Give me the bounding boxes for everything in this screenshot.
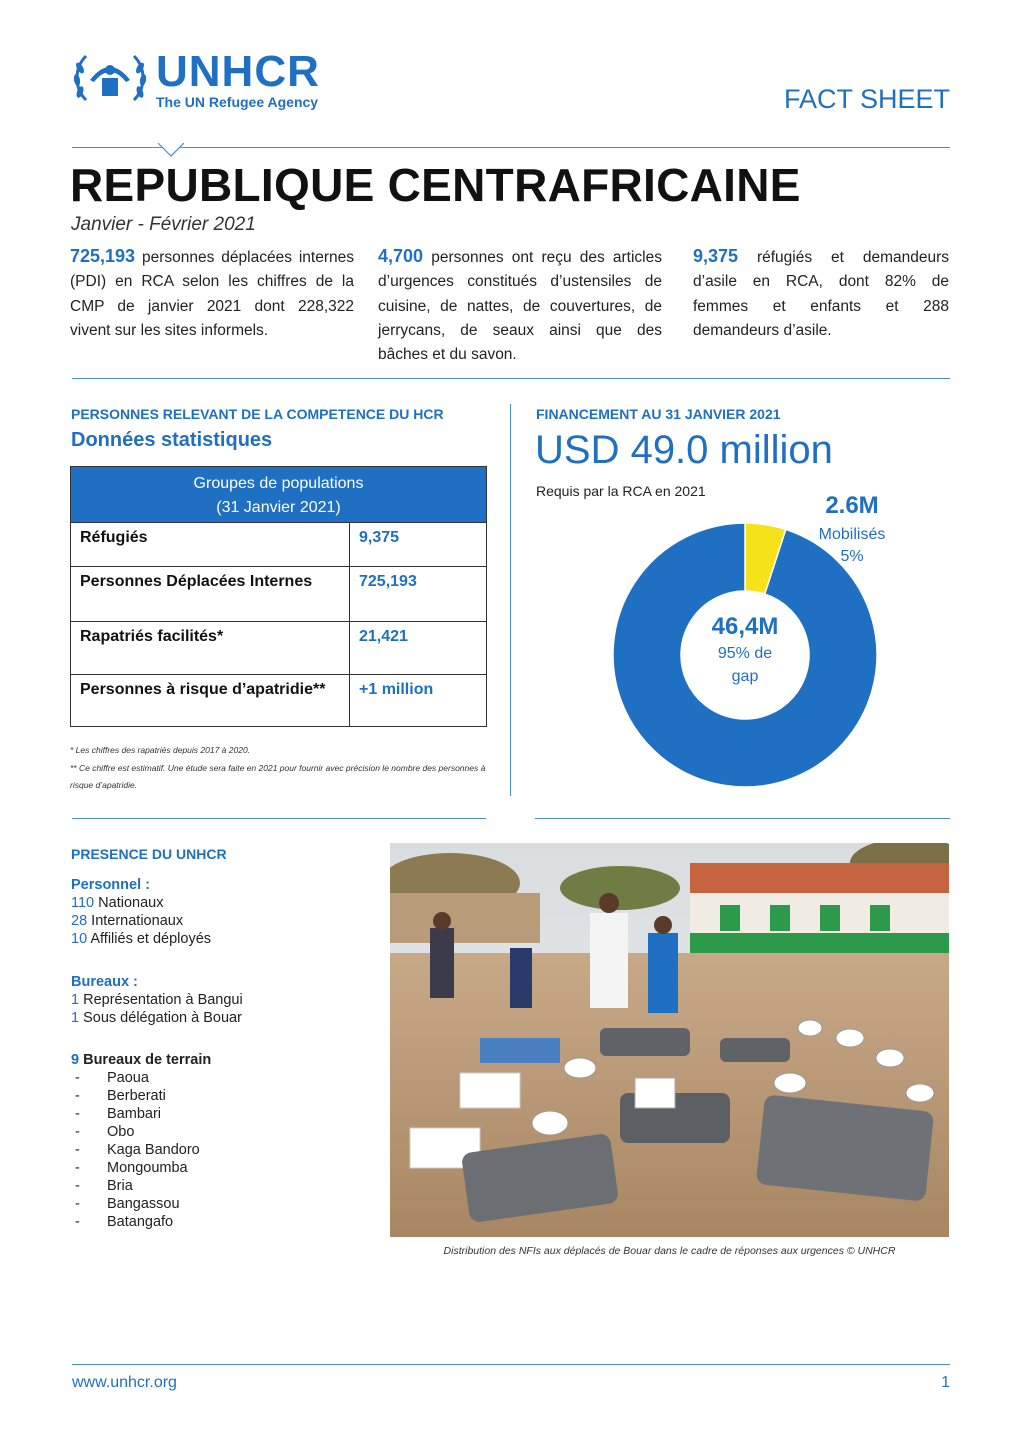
list-item: - Bambari bbox=[71, 1105, 371, 1123]
table-header bbox=[71, 467, 487, 523]
table-header-date: (31 Janvier 2021) bbox=[216, 499, 341, 516]
list-item: 1 Représentation à Bangui bbox=[71, 992, 243, 1008]
list-item: 10 Affiliés et déployés bbox=[71, 931, 212, 947]
field-offices-label: 9 Bureaux de terrain bbox=[71, 1052, 212, 1068]
funding-heading: FINANCEMENT AU 31 JANVIER 2021 bbox=[536, 406, 781, 422]
list-item: - Bria bbox=[71, 1177, 371, 1195]
row-value: 21,421 bbox=[350, 622, 487, 675]
intro-text: personnes déplacées internes (PDI) en RCA selon les chiffres de la CMP de janvier 2021 dont 228,322 vivent sur les sites informels. bbox=[70, 249, 354, 339]
photo-caption: Distribution des NFIs aux déplacés de Bouar dans le cadre de réponses aux urgences © UNHCR bbox=[443, 1245, 896, 1257]
distribution-photo bbox=[390, 843, 949, 1237]
list-item: - Kaga Bandoro bbox=[71, 1141, 371, 1159]
footer-divider bbox=[72, 1364, 950, 1365]
offices-label: Bureaux : bbox=[71, 974, 138, 990]
page-number: 1 bbox=[941, 1374, 950, 1391]
gap-value: 46,4M bbox=[711, 613, 779, 640]
intro-column-nfi bbox=[378, 244, 662, 367]
gap-label: gap bbox=[731, 668, 759, 685]
list-item: 28 Internationaux bbox=[71, 913, 184, 929]
list-item: 110 Nationaux bbox=[71, 895, 164, 911]
intro-text: réfugiés et demandeurs d’asile en RCA, dont 82% de femmes et enfants et 288 demandeurs d’asile. bbox=[693, 249, 949, 339]
footnote-repatriates: * Les chiffres des rapatriés depuis 2017 à 2020. bbox=[70, 745, 251, 755]
list-item: - Berberati bbox=[71, 1087, 371, 1105]
table-row bbox=[71, 622, 487, 675]
row-label: Personnes à risque d’apatridie** bbox=[71, 675, 350, 727]
intro-divider bbox=[72, 378, 950, 379]
table-row bbox=[71, 567, 487, 622]
unhcr-logo bbox=[72, 48, 342, 112]
funding-required-note: Requis par la RCA en 2021 bbox=[536, 483, 706, 499]
table-row bbox=[71, 523, 487, 567]
page-title: REPUBLIQUE CENTRAFRICAINE bbox=[70, 159, 801, 211]
intro-number: 4,700 bbox=[378, 246, 424, 266]
list-item: - Paoua bbox=[71, 1069, 371, 1087]
table-footnotes bbox=[70, 742, 488, 795]
footnote-statelessness: ** Ce chiffre est estimatif. Une étude sera faite en 2021 pour fournir avec précision le nombre des personnes à risque d’apatridie. bbox=[70, 762, 486, 790]
logo-tagline: The UN Refugee Agency bbox=[156, 94, 319, 110]
row-label: Personnes Déplacées Internes bbox=[71, 567, 350, 622]
chevron-down-icon bbox=[158, 143, 184, 157]
list-item: - Mongoumba bbox=[71, 1159, 371, 1177]
header-divider bbox=[72, 147, 950, 148]
intro-column-refugees bbox=[693, 244, 949, 343]
table-row bbox=[71, 675, 487, 727]
list-item: - Obo bbox=[71, 1123, 371, 1141]
column-divider bbox=[510, 404, 511, 796]
intro-text: personnes ont reçu des articles d’urgences constitués d’ustensiles de cuisine, de nattes, de couvertures, de jerrycans, de seaux ainsi que des bâches et du savon. bbox=[378, 249, 662, 364]
list-item: 1 Sous délégation à Bouar bbox=[71, 1010, 242, 1026]
row-label: Rapatriés facilités* bbox=[71, 622, 350, 675]
list-item: - Batangafo bbox=[71, 1213, 371, 1231]
laurel-family-icon bbox=[72, 50, 148, 110]
population-table bbox=[70, 466, 487, 727]
row-label: Réfugiés bbox=[71, 523, 350, 567]
section-divider-right bbox=[535, 818, 950, 819]
doc-type-label: FACT SHEET bbox=[783, 84, 950, 114]
row-value: +1 million bbox=[350, 675, 487, 727]
intro-column-idp bbox=[70, 244, 354, 343]
logo-wordmark: UNHCR bbox=[156, 47, 320, 96]
intro-number: 9,375 bbox=[693, 246, 739, 266]
list-item: - Bangassou bbox=[71, 1195, 371, 1213]
section-divider-left bbox=[72, 818, 486, 819]
funding-amount: USD 49.0 million bbox=[535, 428, 833, 472]
mobilised-label: Mobilisés bbox=[818, 526, 886, 543]
row-value: 725,193 bbox=[350, 567, 487, 622]
stats-subheading: Données statistiques bbox=[71, 429, 273, 451]
footer-website-link[interactable]: www.unhcr.org bbox=[72, 1374, 177, 1391]
presence-heading: PRESENCE DU UNHCR bbox=[71, 846, 227, 862]
table-header-title: Groupes de populations bbox=[193, 475, 364, 492]
period-subtitle: Janvier - Février 2021 bbox=[71, 214, 256, 235]
stats-heading: PERSONNES RELEVANT DE LA COMPETENCE DU HCR bbox=[71, 406, 444, 422]
intro-number: 725,193 bbox=[70, 246, 136, 266]
staff-label: Personnel : bbox=[71, 877, 150, 893]
row-value: 9,375 bbox=[350, 523, 487, 567]
presence-list bbox=[71, 876, 371, 1231]
mobilised-value: 2.6M bbox=[825, 492, 879, 519]
gap-label: 95% de bbox=[717, 645, 773, 662]
mobilised-pct: 5% bbox=[840, 548, 864, 565]
